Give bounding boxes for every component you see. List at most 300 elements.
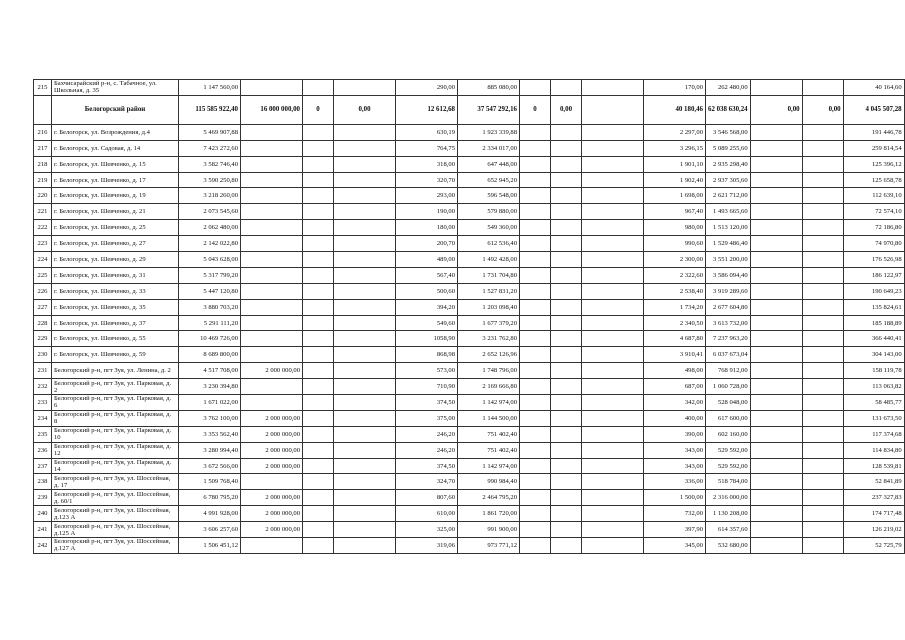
subsidy-cell	[241, 347, 303, 363]
cell-col7	[520, 140, 551, 156]
table-row	[34, 220, 905, 236]
cell-col3	[303, 426, 334, 442]
roof-cost-cell: 1 142 974,00	[458, 395, 520, 411]
facade-area-cell: 498,00	[644, 363, 706, 379]
cell-col4	[334, 490, 396, 506]
table-row	[34, 474, 905, 490]
empty-cell	[582, 236, 644, 252]
cell-col4	[334, 538, 396, 554]
subsidy-cell	[241, 299, 303, 315]
cell-col3	[303, 347, 334, 363]
roof-cost-cell: 885 080,00	[458, 80, 520, 96]
facade-cost-cell: 529 592,00	[706, 458, 751, 474]
cell-col8	[551, 442, 582, 458]
facade-area-cell: 397,90	[644, 522, 706, 538]
subsidy-cell	[241, 156, 303, 172]
empty-cell	[582, 299, 644, 315]
subsidy-cell: 2 000 000,00	[241, 522, 303, 538]
table-body	[34, 80, 905, 554]
control-cost-cell: 158 119,78	[843, 363, 904, 379]
cell-col4	[334, 506, 396, 522]
cell-col11	[750, 347, 802, 363]
cell-col3	[303, 458, 334, 474]
cell-col4: 0,00	[334, 95, 396, 124]
row-number: 235	[34, 426, 52, 442]
cell-col8	[551, 172, 582, 188]
total-cost-cell: 6 780 795,20	[179, 490, 241, 506]
cell-col12	[802, 347, 843, 363]
cell-col11	[750, 379, 802, 395]
subsidy-cell	[241, 267, 303, 283]
total-cost-cell: 3 880 703,20	[179, 299, 241, 315]
table-row	[34, 236, 905, 252]
empty-cell	[582, 172, 644, 188]
cell-col3	[303, 363, 334, 379]
total-cost-cell: 3 606 257,60	[179, 522, 241, 538]
empty-cell	[582, 395, 644, 411]
control-cost-cell: 113 063,82	[843, 379, 904, 395]
address-cell: Белогорский р-н, пгт Зуя, ул. Шоссейная, д. 60/1	[52, 490, 179, 506]
subsidy-cell	[241, 538, 303, 554]
roof-cost-cell: 3 231 762,80	[458, 331, 520, 347]
control-cost-cell: 117 374,68	[843, 426, 904, 442]
control-cost-cell: 126 219,02	[843, 522, 904, 538]
cell-col3	[303, 442, 334, 458]
subsidy-cell	[241, 220, 303, 236]
subsidy-cell	[241, 283, 303, 299]
cell-col3	[303, 252, 334, 268]
cell-col11	[750, 315, 802, 331]
address-cell: г. Белогорск, ул. Шевченко, д. 37	[52, 315, 179, 331]
cell-col8	[551, 80, 582, 96]
facade-area-cell: 2 322,60	[644, 267, 706, 283]
table-row	[34, 299, 905, 315]
housing-repair-table	[33, 79, 905, 554]
table-row	[34, 124, 905, 140]
control-cost-cell: 128 539,81	[843, 458, 904, 474]
cell-col4	[334, 140, 396, 156]
row-number: 239	[34, 490, 52, 506]
total-cost-cell: 1 506 451,12	[179, 538, 241, 554]
row-number: 225	[34, 267, 52, 283]
table-row	[34, 204, 905, 220]
roof-area-cell: 246,20	[396, 426, 458, 442]
cell-col7	[520, 267, 551, 283]
total-cost-cell: 5 317 799,20	[179, 267, 241, 283]
cell-col4	[334, 522, 396, 538]
facade-cost-cell: 2 935 298,40	[706, 156, 751, 172]
cell-col11: 0,00	[750, 95, 802, 124]
roof-cost-cell: 2 169 666,80	[458, 379, 520, 395]
control-cost-cell: 304 143,00	[843, 347, 904, 363]
roof-area-cell: 807,60	[396, 490, 458, 506]
table-row	[34, 506, 905, 522]
facade-area-cell: 343,00	[644, 442, 706, 458]
total-cost-cell: 2 062 480,00	[179, 220, 241, 236]
facade-cost-cell: 62 038 630,24	[706, 95, 751, 124]
cell-col8	[551, 188, 582, 204]
control-cost-cell: 52 725,79	[843, 538, 904, 554]
roof-area-cell: 293,00	[396, 188, 458, 204]
cell-col3	[303, 538, 334, 554]
address-cell: Белогорский район	[52, 95, 179, 124]
total-cost-cell: 1 147 560,00	[179, 80, 241, 96]
address-cell: Белогорский р-н, пгт Зуя, ул. Парковая, д. 6	[52, 395, 179, 411]
cell-col11	[750, 188, 802, 204]
cell-col4	[334, 236, 396, 252]
roof-area-cell: 375,00	[396, 410, 458, 426]
roof-area-cell: 868,98	[396, 347, 458, 363]
roof-cost-cell: 1 492 428,00	[458, 252, 520, 268]
facade-area-cell: 1 698,00	[644, 188, 706, 204]
cell-col8	[551, 124, 582, 140]
total-cost-cell: 4 517 708,00	[179, 363, 241, 379]
cell-col7	[520, 474, 551, 490]
empty-cell	[582, 188, 644, 204]
address-cell: г. Белогорск, ул. Шевченко, д. 25	[52, 220, 179, 236]
facade-area-cell: 2 538,40	[644, 283, 706, 299]
cell-col3	[303, 395, 334, 411]
control-cost-cell: 176 526,98	[843, 252, 904, 268]
address-cell: Белогорский р-н, пгт Зуя, ул. Шоссейная, д.123 А	[52, 506, 179, 522]
cell-col4	[334, 395, 396, 411]
cell-col7	[520, 410, 551, 426]
total-cost-cell: 5 469 907,88	[179, 124, 241, 140]
address-cell: г. Белогорск, ул. Шевченко, д. 19	[52, 188, 179, 204]
cell-col4	[334, 80, 396, 96]
cell-col7	[520, 490, 551, 506]
roof-area-cell: 1058,90	[396, 331, 458, 347]
facade-area-cell: 1 734,20	[644, 299, 706, 315]
empty-cell	[582, 252, 644, 268]
roof-cost-cell: 1 144 500,00	[458, 410, 520, 426]
cell-col4	[334, 315, 396, 331]
roof-cost-cell: 751 402,40	[458, 442, 520, 458]
row-number: 216	[34, 124, 52, 140]
cell-col11	[750, 204, 802, 220]
cell-col3	[303, 410, 334, 426]
cell-col7	[520, 395, 551, 411]
facade-area-cell: 342,00	[644, 395, 706, 411]
roof-area-cell: 200,70	[396, 236, 458, 252]
cell-col12	[802, 156, 843, 172]
roof-area-cell: 374,50	[396, 458, 458, 474]
cell-col3	[303, 379, 334, 395]
empty-cell	[582, 538, 644, 554]
total-cost-cell: 3 590 250,80	[179, 172, 241, 188]
cell-col7	[520, 347, 551, 363]
facade-cost-cell: 262 480,00	[706, 80, 751, 96]
address-cell: Белогорский р-н, пгт Зуя, ул. Ленина, д. 2	[52, 363, 179, 379]
cell-col12	[802, 172, 843, 188]
row-number: 218	[34, 156, 52, 172]
roof-area-cell: 324,70	[396, 474, 458, 490]
cell-col12	[802, 252, 843, 268]
empty-cell	[582, 363, 644, 379]
address-cell: г. Белогорск, ул. Шевченко, д. 29	[52, 252, 179, 268]
total-cost-cell: 1 509 768,40	[179, 474, 241, 490]
control-cost-cell: 52 841,89	[843, 474, 904, 490]
cell-col3	[303, 188, 334, 204]
cell-col11	[750, 426, 802, 442]
cell-col8	[551, 283, 582, 299]
empty-cell	[582, 156, 644, 172]
row-number: 217	[34, 140, 52, 156]
subsidy-cell	[241, 252, 303, 268]
cell-col11	[750, 267, 802, 283]
cell-col3	[303, 299, 334, 315]
total-cost-cell: 3 582 746,40	[179, 156, 241, 172]
roof-cost-cell: 1 923 339,88	[458, 124, 520, 140]
address-cell: г. Белогорск, ул. Садовая, д. 14	[52, 140, 179, 156]
empty-cell	[582, 490, 644, 506]
cell-col8	[551, 474, 582, 490]
roof-cost-cell: 973 771,12	[458, 538, 520, 554]
cell-col7	[520, 426, 551, 442]
facade-area-cell: 1 901,10	[644, 156, 706, 172]
roof-cost-cell: 2 652 126,96	[458, 347, 520, 363]
cell-col7	[520, 315, 551, 331]
cell-col7	[520, 283, 551, 299]
cell-col3	[303, 267, 334, 283]
control-cost-cell: 74 970,80	[843, 236, 904, 252]
cell-col11	[750, 395, 802, 411]
facade-cost-cell: 528 048,00	[706, 395, 751, 411]
facade-area-cell: 40 180,46	[644, 95, 706, 124]
subsidy-cell	[241, 140, 303, 156]
facade-cost-cell: 7 237 963,20	[706, 331, 751, 347]
cell-col11	[750, 172, 802, 188]
address-cell: г. Белогорск, ул. Шевченко, д. 17	[52, 172, 179, 188]
cell-col11	[750, 156, 802, 172]
control-cost-cell: 135 824,61	[843, 299, 904, 315]
row-number: 224	[34, 252, 52, 268]
cell-col11	[750, 506, 802, 522]
cell-col8	[551, 395, 582, 411]
row-number: 226	[34, 283, 52, 299]
facade-area-cell: 400,00	[644, 410, 706, 426]
cell-col12	[802, 204, 843, 220]
cell-col12	[802, 299, 843, 315]
address-cell: Бахчисарайский р-н, с. Табачное, ул. Школьная, д. 35	[52, 80, 179, 96]
facade-cost-cell: 6 037 673,04	[706, 347, 751, 363]
facade-cost-cell: 2 316 000,00	[706, 490, 751, 506]
address-cell: г. Белогорск, ул. Шевченко, д. 33	[52, 283, 179, 299]
facade-area-cell: 990,60	[644, 236, 706, 252]
subsidy-cell	[241, 80, 303, 96]
roof-cost-cell: 647 448,00	[458, 156, 520, 172]
cell-col12	[802, 522, 843, 538]
cell-col4	[334, 426, 396, 442]
row-number: 227	[34, 299, 52, 315]
table-row	[34, 80, 905, 96]
total-cost-cell: 3 218 260,00	[179, 188, 241, 204]
roof-cost-cell: 991 900,00	[458, 522, 520, 538]
roof-cost-cell: 2 334 017,00	[458, 140, 520, 156]
roof-cost-cell: 549 360,00	[458, 220, 520, 236]
cell-col4	[334, 188, 396, 204]
cell-col11	[750, 490, 802, 506]
cell-col7	[520, 252, 551, 268]
address-cell: Белогорский р-н, пгт Зуя, ул. Парковая, д. 2	[52, 379, 179, 395]
control-cost-cell: 366 440,41	[843, 331, 904, 347]
cell-col7	[520, 156, 551, 172]
empty-cell	[582, 347, 644, 363]
total-cost-cell: 3 672 566,00	[179, 458, 241, 474]
cell-col7	[520, 299, 551, 315]
cell-col12: 0,00	[802, 95, 843, 124]
cell-col12	[802, 267, 843, 283]
table-row	[34, 458, 905, 474]
facade-cost-cell: 3 551 200,00	[706, 252, 751, 268]
cell-col4	[334, 474, 396, 490]
cell-col7	[520, 204, 551, 220]
cell-col8	[551, 426, 582, 442]
cell-col7	[520, 522, 551, 538]
cell-col12	[802, 283, 843, 299]
cell-col7	[520, 80, 551, 96]
cell-col4	[334, 156, 396, 172]
table-row	[34, 410, 905, 426]
empty-cell	[582, 522, 644, 538]
roof-cost-cell: 612 536,40	[458, 236, 520, 252]
control-cost-cell: 112 639,10	[843, 188, 904, 204]
table-row	[34, 252, 905, 268]
total-cost-cell: 3 280 994,40	[179, 442, 241, 458]
roof-area-cell: 500,60	[396, 283, 458, 299]
row-number: 228	[34, 315, 52, 331]
table-row	[34, 172, 905, 188]
control-cost-cell: 131 673,50	[843, 410, 904, 426]
row-number: 237	[34, 458, 52, 474]
roof-cost-cell: 37 547 292,16	[458, 95, 520, 124]
table-row	[34, 538, 905, 554]
empty-cell	[582, 410, 644, 426]
address-cell: Белогорский р-н, пгт Зуя, ул. Парковая, д. 8	[52, 410, 179, 426]
table-row	[34, 442, 905, 458]
address-cell: Белогорский р-н, пгт Зуя, ул. Парковая, д. 12	[52, 442, 179, 458]
empty-cell	[582, 204, 644, 220]
empty-cell	[582, 442, 644, 458]
total-cost-cell: 3 230 394,80	[179, 379, 241, 395]
cell-col4	[334, 458, 396, 474]
facade-cost-cell: 1 529 486,40	[706, 236, 751, 252]
address-cell: г. Белогорск, ул. Возрождения, д.4	[52, 124, 179, 140]
row-number: 241	[34, 522, 52, 538]
cell-col11	[750, 538, 802, 554]
cell-col3	[303, 283, 334, 299]
facade-area-cell: 687,00	[644, 379, 706, 395]
table-row	[34, 426, 905, 442]
cell-col8	[551, 538, 582, 554]
cell-col3	[303, 124, 334, 140]
empty-cell	[582, 331, 644, 347]
facade-area-cell: 732,00	[644, 506, 706, 522]
roof-area-cell: 319,06	[396, 538, 458, 554]
facade-cost-cell: 5 089 255,60	[706, 140, 751, 156]
address-cell: г. Белогорск, ул. Шевченко, д. 35	[52, 299, 179, 315]
control-cost-cell: 174 717,48	[843, 506, 904, 522]
roof-cost-cell: 1 677 379,20	[458, 315, 520, 331]
cell-col3	[303, 236, 334, 252]
roof-area-cell: 567,40	[396, 267, 458, 283]
facade-cost-cell: 1 493 665,60	[706, 204, 751, 220]
table-row	[34, 315, 905, 331]
cell-col12	[802, 140, 843, 156]
cell-col7	[520, 124, 551, 140]
address-cell: г. Белогорск, ул. Шевченко, д. 15	[52, 156, 179, 172]
facade-cost-cell: 2 621 712,00	[706, 188, 751, 204]
cell-col8	[551, 299, 582, 315]
cell-col8: 0,00	[551, 95, 582, 124]
cell-col8	[551, 347, 582, 363]
roof-area-cell: 764,75	[396, 140, 458, 156]
address-cell: Белогорский р-н, пгт Зуя, ул. Шоссейная, д.125 А	[52, 522, 179, 538]
cell-col4	[334, 410, 396, 426]
roof-area-cell: 610,00	[396, 506, 458, 522]
cell-col4	[334, 204, 396, 220]
cell-col8	[551, 220, 582, 236]
roof-area-cell: 394,20	[396, 299, 458, 315]
cell-col8	[551, 410, 582, 426]
control-cost-cell: 186 122,97	[843, 267, 904, 283]
roof-area-cell: 318,00	[396, 156, 458, 172]
cell-col11	[750, 220, 802, 236]
address-cell: Белогорский р-н, пгт Зуя, ул. Шоссейная, д. 17	[52, 474, 179, 490]
facade-cost-cell: 617 600,00	[706, 410, 751, 426]
roof-cost-cell: 652 945,20	[458, 172, 520, 188]
cell-col4	[334, 267, 396, 283]
row-number: 219	[34, 172, 52, 188]
subsidy-cell	[241, 331, 303, 347]
row-number: 240	[34, 506, 52, 522]
roof-cost-cell: 1 527 831,20	[458, 283, 520, 299]
cell-col12	[802, 506, 843, 522]
table-row	[34, 156, 905, 172]
facade-cost-cell: 2 677 604,80	[706, 299, 751, 315]
facade-area-cell: 336,00	[644, 474, 706, 490]
control-cost-cell: 72 574,10	[843, 204, 904, 220]
cell-col12	[802, 426, 843, 442]
cell-col11	[750, 522, 802, 538]
control-cost-cell: 58 485,77	[843, 395, 904, 411]
cell-col8	[551, 315, 582, 331]
cell-col12	[802, 538, 843, 554]
cell-col7	[520, 442, 551, 458]
empty-cell	[582, 283, 644, 299]
cell-col8	[551, 331, 582, 347]
cell-col3	[303, 522, 334, 538]
cell-col4	[334, 172, 396, 188]
facade-area-cell: 343,00	[644, 458, 706, 474]
table-row	[34, 188, 905, 204]
total-cost-cell: 1 671 022,00	[179, 395, 241, 411]
control-cost-cell: 185 188,89	[843, 315, 904, 331]
total-cost-cell: 3 353 562,40	[179, 426, 241, 442]
total-cost-cell: 4 991 928,00	[179, 506, 241, 522]
table-row	[34, 331, 905, 347]
roof-cost-cell: 1 203 098,40	[458, 299, 520, 315]
cell-col4	[334, 347, 396, 363]
facade-cost-cell: 532 680,00	[706, 538, 751, 554]
cell-col4	[334, 331, 396, 347]
row-number: 231	[34, 363, 52, 379]
empty-cell	[582, 506, 644, 522]
roof-cost-cell: 1 861 720,00	[458, 506, 520, 522]
subsidy-cell: 2 000 000,00	[241, 458, 303, 474]
facade-area-cell: 345,00	[644, 538, 706, 554]
cell-col11	[750, 363, 802, 379]
